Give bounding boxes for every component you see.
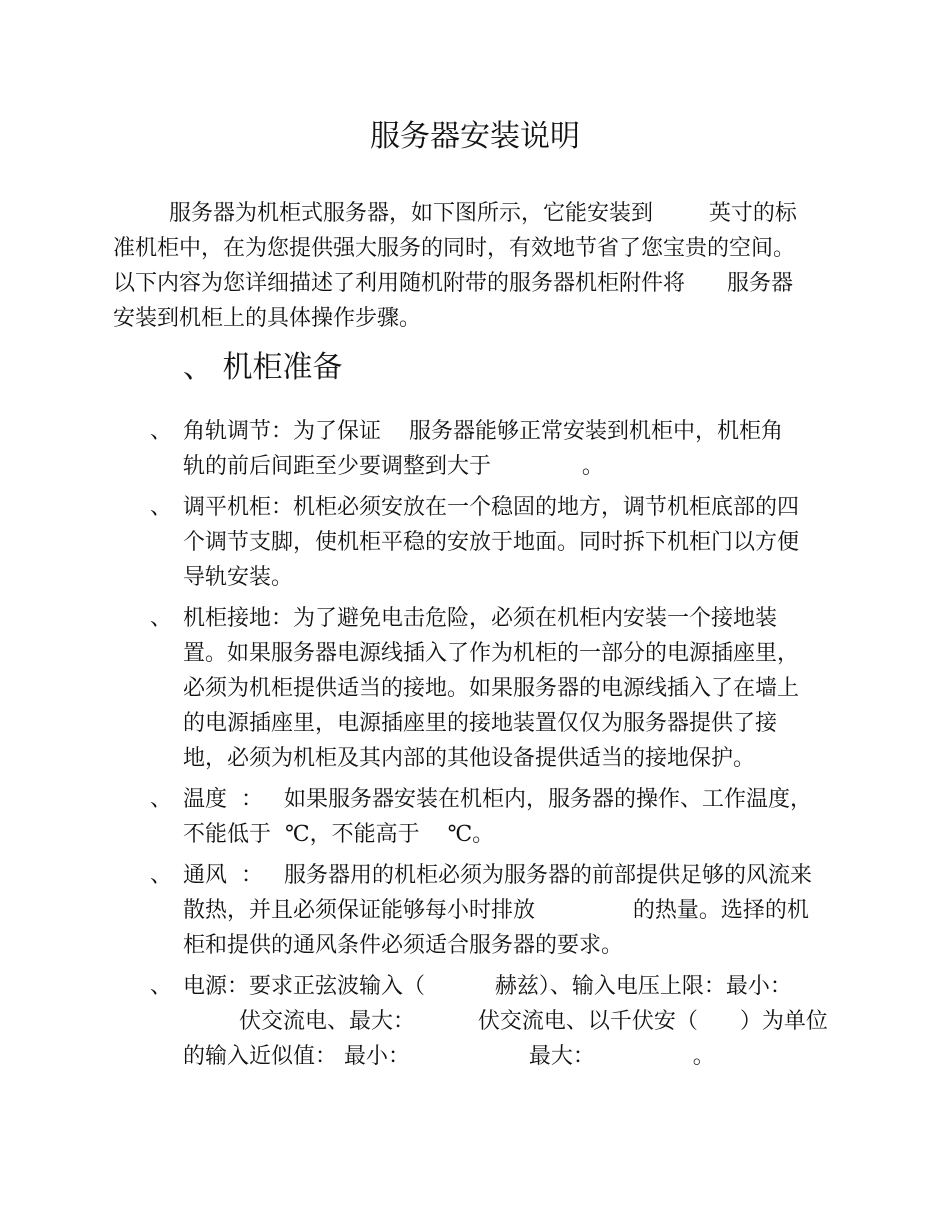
list-marker: 、 <box>150 606 173 631</box>
list-item <box>150 969 850 1074</box>
list-item <box>150 490 850 595</box>
text-line: 的输入近似值： 最小： 最大： 。 <box>183 1044 715 1069</box>
list-item-text <box>183 858 850 963</box>
list-marker: 、 <box>150 419 173 444</box>
list-marker: 、 <box>150 787 173 812</box>
section-heading: 、 机柜准备 <box>183 350 343 385</box>
list-marker: 、 <box>150 495 173 520</box>
document-title: 服务器安装说明 <box>370 119 580 154</box>
text-line: 温度 ： 如果服务器安装在机柜内，服务器的操作、工作温度， <box>183 787 812 812</box>
text-line: 电源：要求正弦波输入（ 赫兹）、输入电压上限：最小： <box>183 974 792 999</box>
list-item-text <box>183 601 850 776</box>
list-item <box>150 782 850 852</box>
text-line: 机柜接地：为了避免电击危险，必须在机柜内安装一个接地装 <box>183 606 778 631</box>
list-marker: 、 <box>150 863 173 888</box>
requirements-list <box>150 414 850 1080</box>
text-line: 不能低于 ℃，不能高于 ℃。 <box>183 822 495 847</box>
list-item <box>150 601 850 776</box>
text-line: 轨的前后间距至少要调整到大于 。 <box>183 454 604 479</box>
text-line: 必须为机柜提供适当的接地。如果服务器的电源线插入了在墙上 <box>183 676 800 701</box>
list-marker: 、 <box>150 974 173 999</box>
text-line: 角轨调节：为了保证 服务器能够正常安装到机柜中，机柜角 <box>183 419 783 444</box>
intro-line: 准机柜中，在为您提供强大服务的同时，有效地节省了您宝贵的空间。 <box>113 236 796 261</box>
text-line: 导轨安装。 <box>183 565 294 590</box>
text-line: 通风 ： 服务器用的机柜必须为服务器的前部提供足够的风流来 <box>183 863 812 888</box>
text-line: 个调节支脚，使机柜平稳的安放于地面。同时拆下机柜门以方便 <box>183 530 800 555</box>
list-item <box>150 414 850 484</box>
text-line: 散热，并且必须保证能够每小时排放 的热量。选择的机 <box>183 898 809 923</box>
list-item-text <box>183 490 850 595</box>
intro-line: 以下内容为您详细描述了利用随机附带的服务器机柜附件将 服务器 <box>113 271 793 296</box>
list-item-text <box>183 414 850 484</box>
text-line: 地，必须为机柜及其内部的其他设备提供适当的接地保护。 <box>183 746 756 771</box>
text-line: 调平机柜：机柜必须安放在一个稳固的地方，调节机柜底部的四 <box>183 495 800 520</box>
intro-line: 服务器为机柜式服务器，如下图所示，它能安装到 英寸的标 <box>113 201 797 226</box>
text-line: 置。如果服务器电源线插入了作为机柜的一部分的电源插座里， <box>183 641 800 666</box>
intro-paragraph <box>113 196 841 336</box>
text-line: 伏交流电、最大： 伏交流电、以千伏安（ ）为单位 <box>183 1009 828 1034</box>
text-line: 的电源插座里，电源插座里的接地装置仅仅为服务器提供了接 <box>183 711 778 736</box>
intro-line: 安装到机柜上的具体操作步骤。 <box>113 306 422 331</box>
list-item-text <box>183 782 850 852</box>
list-item-text <box>183 969 850 1074</box>
text-line: 柜和提供的通风条件必须适合服务器的要求。 <box>183 933 624 958</box>
list-item <box>150 858 850 963</box>
